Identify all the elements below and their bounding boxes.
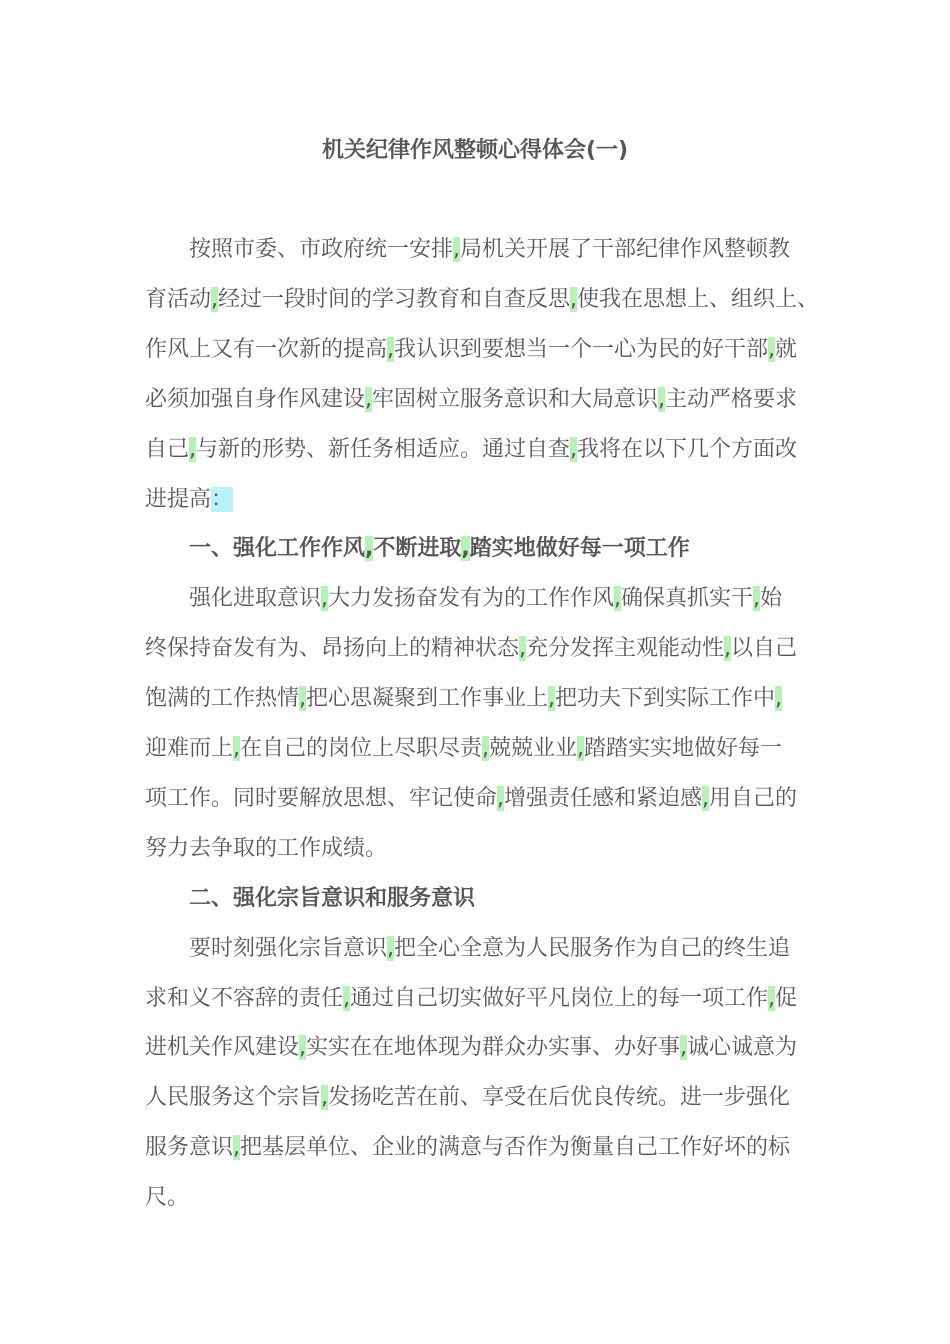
text-segment: 进机关作风建设 [145,1035,300,1061]
text-segment: 发扬吃苦在前、享受在后优良传统。进一步强化 [328,1085,791,1111]
highlighted-punctuation: , [343,985,351,1011]
text-segment: 不断进取 [373,536,462,562]
highlighted-punctuation: , [548,686,556,712]
text-segment: 主动严格要求 [665,386,798,412]
paragraph-line [145,1031,797,1065]
text-segment: 确保真抓实干 [621,586,754,612]
highlighted-punctuation: , [387,336,395,362]
text-segment: 进提高 [145,486,212,512]
highlighted-punctuation: , [453,237,461,262]
text-segment: 努力去争取的工作成绩。 [145,835,388,861]
highlighted-punctuation: , [299,1035,307,1061]
paragraph-line [145,832,387,866]
text-segment: 迎难而上 [145,736,234,761]
highlighted-punctuation: , [775,686,783,712]
highlighted-punctuation: , [233,1135,241,1161]
section-heading-line [189,532,690,566]
text-segment: 兢兢业业 [489,736,578,761]
section-heading-line [189,882,475,916]
highlighted-punctuation: , [702,785,710,811]
highlighted-punctuation: , [299,686,307,712]
paragraph-line [145,782,797,816]
text-segment: 促 [775,985,798,1011]
text-segment: 经过一段时间的学习教育和自查反思 [218,286,571,312]
text-segment: 局机关开展了干部纪律作风整顿教 [460,237,791,262]
paragraph-line [145,732,782,766]
highlighted-punctuation: , [658,386,666,412]
text-segment: 按照市委、市政府统一安排 [189,237,454,262]
text-segment: 始 [760,586,783,612]
highlighted-punctuation: , [753,586,761,612]
text-segment: 大力发扬奋发有为的工作作风 [328,586,615,612]
text-segment: 诚心诚意为 [687,1035,798,1061]
text-segment: 服务意识 [145,1135,234,1161]
text-segment: 作风上又有一次新的提高 [145,336,388,362]
paragraph-line [189,932,790,966]
text-segment: 把全心全意为人民服务作为自己的终生追 [394,935,791,961]
text-segment: 一、强化工作作风 [189,536,366,562]
highlighted-punctuation: ： [211,486,234,512]
text-segment: 我认识到要想当一个一心为民的好干部 [394,336,769,362]
text-segment: 增强责任感和紧迫感 [504,785,703,811]
text-segment: 与新的形势、新任务相适应。通过自查 [196,436,571,462]
text-segment: 二、强化宗旨意识和服务意识 [189,885,476,911]
text-segment: 自己 [145,436,190,462]
highlighted-punctuation: , [519,636,527,662]
paragraph-line [145,1131,790,1165]
paragraph-line [145,1181,189,1215]
highlighted-punctuation: , [461,536,470,562]
text-segment: 育活动 [145,286,212,312]
paragraph-line [145,483,233,517]
highlighted-punctuation: , [189,436,197,462]
text-segment: 强化进取意识 [189,586,322,612]
text-segment: 通过自己切实做好平凡岗位上的每一项工作 [350,985,769,1011]
text-segment: 终保持奋发有为、昂扬向上的精神状态 [145,636,520,662]
text-segment: 把功夫下到实际工作中 [555,686,776,712]
highlighted-punctuation: , [482,736,490,761]
document-title: 机关纪律作风整顿心得体会(一) [321,138,629,163]
text-segment: 牢固树立服务意识和大局意识 [372,386,659,412]
paragraph-line [145,1081,790,1115]
text-segment: 人民服务这个宗旨 [145,1085,322,1111]
text-segment: 求和义不容辞的责任 [145,985,344,1011]
text-segment: 把基层单位、企业的满意与否作为衡量自己工作好坏的标 [240,1135,791,1161]
paragraph-line [145,682,782,716]
highlighted-punctuation: , [577,736,585,761]
text-segment: 以自己 [731,636,798,662]
highlighted-punctuation: , [211,286,219,312]
text-segment: 用自己的 [709,785,798,811]
text-segment: 必须加强自身作风建设 [145,386,366,412]
highlighted-punctuation: , [570,286,578,312]
text-segment: 尺。 [145,1185,190,1211]
paragraph-line [145,433,797,467]
paragraph-line [189,582,782,616]
paragraph-line [145,333,797,367]
paragraph-line [145,982,797,1016]
text-segment: 使我在思想上、组织上、 [577,286,820,312]
highlighted-punctuation: , [680,1035,688,1061]
highlighted-punctuation: , [321,586,329,612]
highlighted-punctuation: , [570,436,578,462]
text-segment: 我将在以下几个方面改 [577,436,798,462]
paragraph-line [189,233,790,267]
highlighted-punctuation: , [387,935,395,961]
text-segment: 饱满的工作热情 [145,686,300,712]
highlighted-punctuation: , [768,336,776,362]
highlighted-punctuation: , [321,1085,329,1111]
paragraph-line [145,383,797,417]
highlighted-punctuation: , [365,536,374,562]
paragraph-line [145,632,797,666]
text-segment: 就 [775,336,798,362]
paragraph-line [145,283,819,317]
text-segment: 实实在在地体现为群众办实事、办好事 [306,1035,681,1061]
text-segment: 充分发挥主观能动性 [526,636,725,662]
highlighted-punctuation: , [233,736,241,761]
highlighted-punctuation: , [768,985,776,1011]
highlighted-punctuation: , [724,636,732,662]
text-segment: 把心思凝聚到工作事业上 [306,686,549,712]
text-segment: 踏踏实实地做好每一 [584,736,783,761]
text-segment: 踏实地做好每一项工作 [469,536,690,562]
text-segment: 在自己的岗位上尽职尽责 [240,736,483,761]
highlighted-punctuation: , [365,386,373,412]
text-segment: 项工作。同时要解放思想、牢记使命 [145,785,498,811]
text-segment: 要时刻强化宗旨意识 [189,935,388,961]
highlighted-punctuation: , [614,586,622,612]
highlighted-punctuation: , [497,785,505,811]
